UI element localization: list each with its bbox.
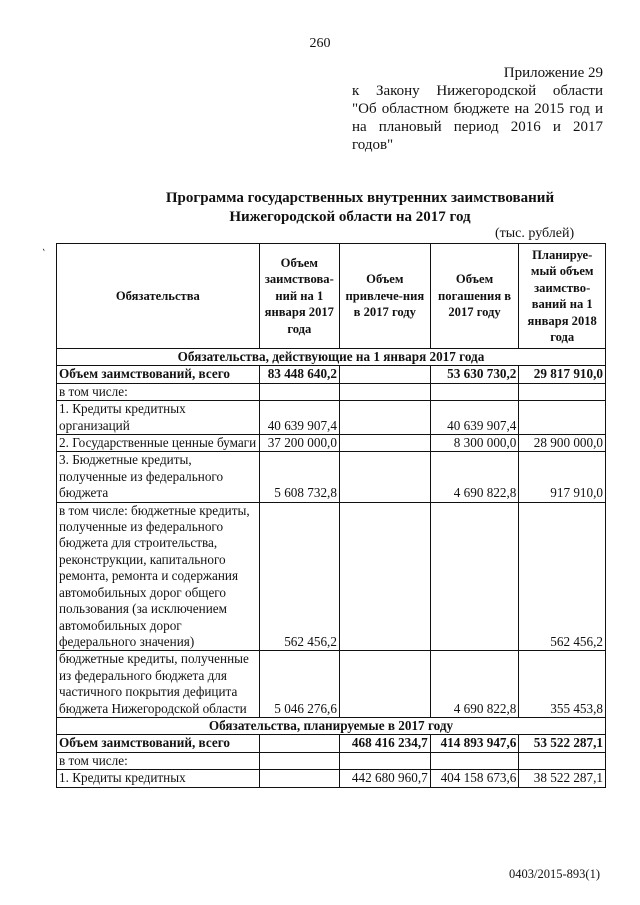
appendix-line-5: годов" [352, 137, 394, 153]
cell-volume-start [259, 770, 339, 787]
cell-repayment: 8 300 000,0 [430, 435, 519, 452]
cell-attraction [339, 383, 430, 400]
cell-volume-start [259, 735, 339, 752]
cell-repayment [430, 752, 519, 769]
cell-volume-end: 38 522 287,1 [519, 770, 606, 787]
header-volume-end: Планируе-мый объем заимство-ваний на 1 января 2018 года [519, 244, 606, 349]
cell-volume-end: 29 817 910,0 [519, 366, 606, 383]
row-label: 1. Кредиты кредитных организаций [57, 401, 260, 435]
page-number: 260 [309, 36, 331, 51]
cell-volume-end: 53 522 287,1 [519, 735, 606, 752]
section-row-planned [57, 717, 606, 734]
cell-attraction: 468 416 234,7 [339, 735, 430, 752]
cell-repayment [430, 383, 519, 400]
row-label: Объем заимствований, всего [57, 366, 260, 383]
row-label: в том числе: бюджетные кредиты, полученные из федерального бюджета для строительства, реконструкции, капитального ремонта, ремонта и содержания автомобильных дорог общего пользования (за исключением автомобильных дорог федерального значения) [57, 502, 260, 651]
cell-repayment: 53 630 730,2 [430, 366, 519, 383]
section-row-existing [57, 349, 606, 366]
cell-volume-end [519, 401, 606, 435]
table-row [57, 770, 606, 787]
appendix-line-1: Приложение 29 [503, 65, 603, 81]
section-title: Обязательства, планируемые в 2017 году [57, 717, 606, 734]
appendix-block [352, 64, 603, 154]
cell-attraction [339, 752, 430, 769]
row-label: в том числе: [57, 752, 260, 769]
units-label: (тыс. рублей) [495, 226, 575, 241]
header-attraction: Объем привлече-ния в 2017 году [339, 244, 430, 349]
table-row [57, 735, 606, 752]
cell-repayment: 40 639 907,4 [430, 401, 519, 435]
cell-volume-end [519, 383, 606, 400]
scan-mark: ` [37, 245, 47, 261]
table-row [57, 366, 606, 383]
cell-volume-start [259, 752, 339, 769]
cell-attraction [339, 435, 430, 452]
header-obligations: Обязательства [57, 244, 260, 349]
cell-volume-end: 917 910,0 [519, 452, 606, 502]
cell-attraction [339, 401, 430, 435]
cell-volume-start: 562 456,2 [259, 502, 339, 651]
header-repayment: Объем погашения в 2017 году [430, 244, 519, 349]
title-line-2: Нижегородской области на 2017 год [229, 209, 471, 225]
title-line-1: Программа государственных внутренних заимствований [165, 190, 555, 206]
row-label: 2. Государственные ценные бумаги [57, 435, 260, 452]
appendix-line-2: к Закону Нижегородской области [352, 83, 603, 99]
section-title: Обязательства, действующие на 1 января 2017 года [57, 349, 606, 366]
table-row [57, 452, 606, 502]
cell-volume-end [519, 752, 606, 769]
cell-repayment: 404 158 673,6 [430, 770, 519, 787]
row-label: 3. Бюджетные кредиты, полученные из федерального бюджета [57, 452, 260, 502]
appendix-line-3: "Об областном бюджете на 2015 год и [352, 101, 603, 117]
row-label: 1. Кредиты кредитных [57, 770, 260, 787]
cell-volume-start: 37 200 000,0 [259, 435, 339, 452]
table-row [57, 401, 606, 435]
table-row [57, 651, 606, 718]
table-row [57, 383, 606, 400]
cell-volume-end: 355 453,8 [519, 651, 606, 718]
row-label: бюджетные кредиты, полученные из федерального бюджета для частичного покрытия дефицита бюджета Нижегородской области [57, 651, 260, 718]
cell-volume-start: 5 608 732,8 [259, 452, 339, 502]
table-row [57, 752, 606, 769]
cell-volume-end: 562 456,2 [519, 502, 606, 651]
cell-attraction: 442 680 960,7 [339, 770, 430, 787]
cell-attraction [339, 502, 430, 651]
cell-volume-start: 5 046 276,6 [259, 651, 339, 718]
cell-volume-start: 83 448 640,2 [259, 366, 339, 383]
cell-volume-end: 28 900 000,0 [519, 435, 606, 452]
cell-repayment: 414 893 947,6 [430, 735, 519, 752]
cell-attraction [339, 651, 430, 718]
row-label: Объем заимствований, всего [57, 735, 260, 752]
cell-volume-start: 40 639 907,4 [259, 401, 339, 435]
cell-attraction [339, 452, 430, 502]
header-volume-start: Объем заимствова-ний на 1 января 2017 года [259, 244, 339, 349]
cell-repayment: 4 690 822,8 [430, 452, 519, 502]
cell-volume-start [259, 383, 339, 400]
table-row [57, 502, 606, 651]
cell-attraction [339, 366, 430, 383]
borrowing-table [56, 243, 606, 788]
table-row [57, 435, 606, 452]
appendix-line-4: на плановый период 2016 и 2017 [352, 119, 603, 135]
table-header-row [57, 244, 606, 349]
cell-repayment [430, 502, 519, 651]
cell-repayment: 4 690 822,8 [430, 651, 519, 718]
row-label: в том числе: [57, 383, 260, 400]
document-code: 0403/2015-893(1) [509, 867, 600, 881]
